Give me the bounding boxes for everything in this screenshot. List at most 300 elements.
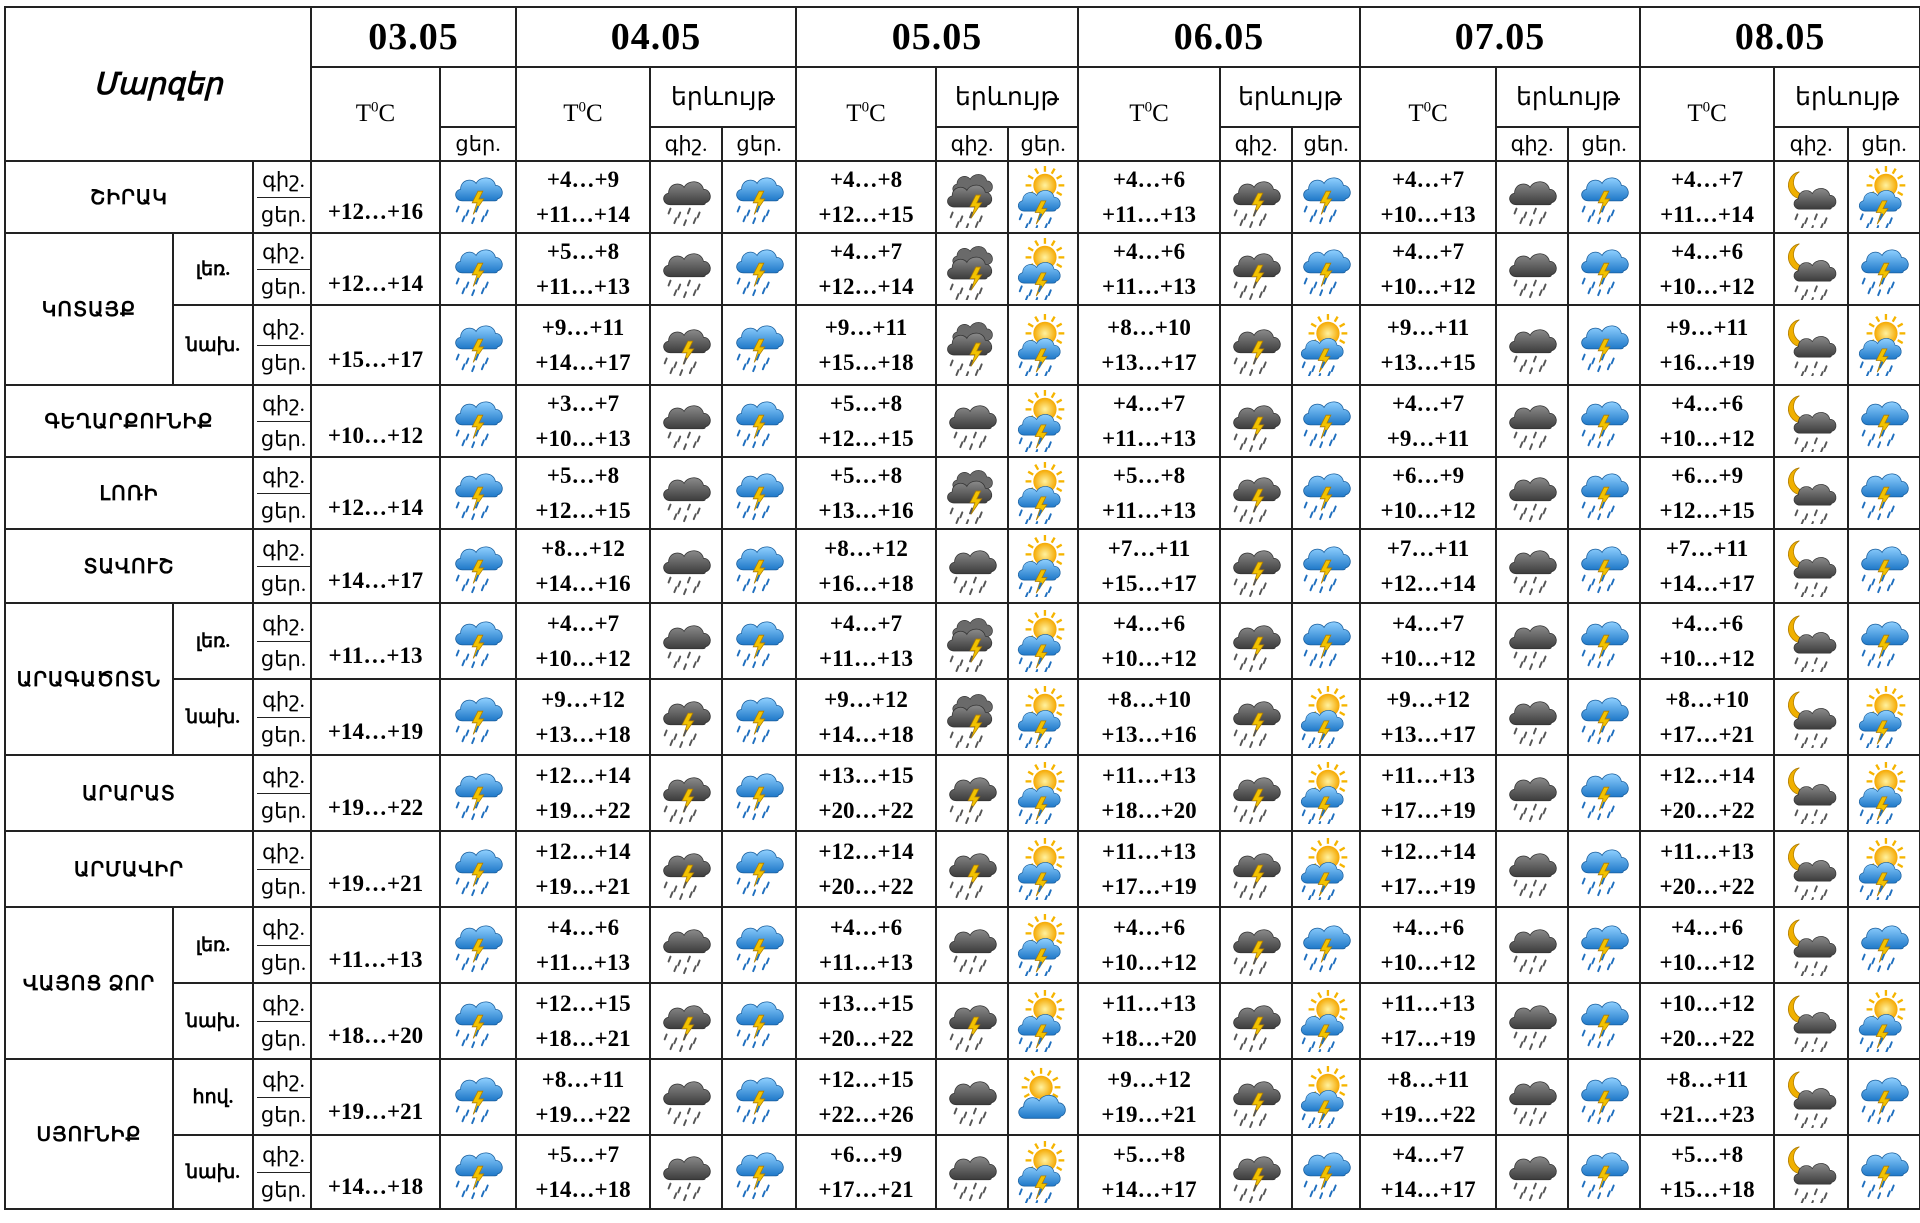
day-col-header (722, 127, 796, 161)
cloud-rain-lightning-icon (1849, 535, 1919, 597)
temp-cell (311, 679, 440, 755)
day-label: ցեր. (257, 869, 310, 904)
night-temperature: +10…+12 (1659, 991, 1755, 1016)
sun-cloud-lightning-icon (1009, 914, 1077, 976)
cloud-rain-icon (651, 1141, 721, 1203)
sun-cloud-lightning-icon (1293, 1066, 1359, 1128)
phenomenon-col-header (1220, 67, 1360, 127)
night-label: գիշ. (262, 463, 305, 488)
region-name: ԱՐԱԳԱԾՈՏՆ (16, 668, 162, 691)
temp-cell (1078, 983, 1220, 1059)
day-temperature: +11…+13 (328, 642, 423, 668)
cloud-rain-lightning-icon (723, 914, 795, 976)
day-temperature: +14…+16 (535, 571, 631, 596)
temp-cell (796, 1135, 936, 1209)
weather-icon-cell (1008, 831, 1078, 907)
day-temperature: +11…+13 (1102, 498, 1196, 523)
temp-cell (1640, 679, 1774, 755)
region-name: ԼՈՌԻ (99, 482, 159, 505)
temperature-label: $T^0C$ (1408, 99, 1448, 128)
temp-cell (1360, 983, 1496, 1059)
weather-icon-cell (440, 831, 516, 907)
day-temperature: +10…+12 (1659, 426, 1755, 451)
weather-icon-cell (650, 755, 722, 831)
weather-icon-cell (440, 1135, 516, 1209)
night-label: գիշ. (262, 239, 305, 264)
night-temperature: +4…+7 (1112, 391, 1186, 416)
day-temperature: +12…+14 (818, 274, 914, 299)
weather-icon-cell (440, 457, 516, 529)
cloud-lightning-icon (937, 990, 1007, 1052)
cloud-rain-lightning-icon (1849, 462, 1919, 524)
night-temperature: +12…+15 (818, 1067, 914, 1092)
region-name-cell (5, 907, 173, 1059)
subregion-cell (173, 305, 253, 385)
cloud-lightning-icon (1221, 462, 1291, 524)
weather-icon-cell (1292, 529, 1360, 603)
day-temperature: +19…+22 (535, 1102, 631, 1127)
cloud-lightning-icon (1221, 610, 1291, 672)
temp-col-header (1360, 67, 1496, 161)
weather-icon-cell (722, 983, 796, 1059)
sun-cloud-lightning-icon (1009, 1141, 1077, 1203)
weather-icon-cell (936, 1059, 1008, 1135)
temp-cell (1360, 1135, 1496, 1209)
night-temperature: +13…+15 (818, 991, 914, 1016)
day-temperature: +11…+13 (1102, 426, 1196, 451)
region-name: ՎԱՅՈՑ ՁՈՐ (22, 972, 156, 995)
cloud-rain-lightning-icon (1569, 610, 1639, 672)
weather-icon-cell (650, 1059, 722, 1135)
weather-icon-cell (936, 755, 1008, 831)
night-temperature: +4…+7 (1391, 391, 1465, 416)
region-row (5, 529, 1920, 603)
temp-cell (1078, 457, 1220, 529)
cloud-lightning-rain-icon (937, 610, 1007, 672)
region-row (5, 603, 1920, 679)
region-row (5, 831, 1920, 907)
night-temperature: +9…+12 (541, 687, 625, 712)
day-temperature: +19…+22 (535, 798, 631, 823)
cloud-lightning-rain-icon (937, 462, 1007, 524)
weather-icon-cell (722, 831, 796, 907)
temp-cell (796, 679, 936, 755)
temp-cell (1640, 161, 1774, 233)
region-name-cell (5, 161, 253, 233)
sun-cloud-lightning-icon (1293, 314, 1359, 376)
temp-cell (1640, 457, 1774, 529)
day-temperature: +10…+12 (1101, 950, 1197, 975)
day-temperature: +15…+18 (1659, 1177, 1755, 1202)
day-temperature: +12…+14 (327, 494, 424, 520)
cloud-rain-lightning-icon (441, 838, 515, 900)
day-temperature: +17…+21 (818, 1177, 914, 1202)
weather-icon-cell (440, 233, 516, 305)
night-temperature: +12…+15 (535, 991, 631, 1016)
cloud-rain-lightning-icon (1849, 610, 1919, 672)
night-temperature: +5…+8 (546, 463, 620, 488)
cloud-rain-lightning-icon (1569, 1141, 1639, 1203)
night-day-labels (253, 305, 311, 385)
weather-icon-cell (1496, 161, 1568, 233)
weather-icon-cell (1496, 233, 1568, 305)
cloud-rain-lightning-icon (723, 762, 795, 824)
day-temperature: +19…+21 (535, 874, 631, 899)
night-temperature: +8…+11 (541, 1067, 625, 1092)
night-label: գիշ. (262, 839, 305, 864)
weather-icon-cell (936, 907, 1008, 983)
temp-cell (1360, 457, 1496, 529)
sun-cloud-lightning-icon (1293, 990, 1359, 1052)
weather-icon-cell (1008, 1059, 1078, 1135)
cloud-rain-lightning-icon (1849, 1141, 1919, 1203)
day-temperature: +11…+13 (536, 274, 630, 299)
date-header (1360, 7, 1640, 67)
day-temperature: +10…+12 (1380, 498, 1476, 523)
cloud-lightning-icon (1221, 166, 1291, 228)
weather-icon-cell (650, 603, 722, 679)
forecast-table (4, 6, 1920, 1210)
phenomenon-col-header (1774, 67, 1920, 127)
day-label: ցեր. (455, 131, 501, 156)
weather-icon-cell (1008, 603, 1078, 679)
marz-title: Մարզեր (93, 67, 223, 101)
night-temperature: +4…+7 (829, 611, 903, 636)
night-temperature: +4…+7 (1670, 167, 1744, 192)
cloud-rain-icon (651, 914, 721, 976)
night-temperature: +5…+8 (546, 239, 620, 264)
day-temperature: +15…+17 (327, 346, 424, 372)
cloud-rain-lightning-icon (441, 535, 515, 597)
weather-icon-cell (1292, 1059, 1360, 1135)
region-row (5, 305, 1920, 385)
cloud-rain-lightning-icon (1849, 914, 1919, 976)
cloud-rain-lightning-icon (441, 238, 515, 300)
night-day-labels (253, 233, 311, 305)
weather-icon-cell (1848, 1059, 1920, 1135)
cloud-rain-lightning-icon (1293, 166, 1359, 228)
weather-icon-cell (1848, 305, 1920, 385)
weather-icon-cell (1774, 233, 1848, 305)
night-day-labels (253, 1059, 311, 1135)
cloud-rain-icon (1497, 462, 1567, 524)
day-temperature: +10…+12 (1380, 274, 1476, 299)
weather-icon-cell (1568, 603, 1640, 679)
moon-cloud-rain-icon (1775, 838, 1847, 900)
temp-cell (796, 1059, 936, 1135)
sun-cloud-lightning-icon (1009, 314, 1077, 376)
region-name-cell (5, 233, 173, 385)
temperature-label: $T^0C$ (1129, 99, 1169, 128)
day-label: ցեր. (257, 717, 310, 752)
temp-cell (796, 529, 936, 603)
day-temperature: +12…+15 (818, 202, 914, 227)
night-temperature: +5…+8 (1112, 1142, 1186, 1167)
sun-cloud-lightning-icon (1293, 762, 1359, 824)
date-label: 03.05 (368, 16, 459, 58)
night-temperature: +4…+6 (1670, 611, 1744, 636)
cloud-rain-lightning-icon (1569, 686, 1639, 748)
temp-cell (1640, 305, 1774, 385)
night-temperature: +5…+8 (1112, 463, 1186, 488)
night-temperature: +9…+11 (1665, 315, 1749, 340)
night-temperature: +4…+6 (1112, 611, 1186, 636)
cloud-rain-lightning-icon (441, 762, 515, 824)
temp-cell (311, 457, 440, 529)
temp-cell (796, 385, 936, 457)
temp-cell (796, 233, 936, 305)
sun-cloud-lightning-icon (1849, 990, 1919, 1052)
day-temperature: +20…+22 (1659, 1026, 1755, 1051)
temp-cell (311, 529, 440, 603)
cloud-lightning-icon (1221, 535, 1291, 597)
temp-cell (311, 305, 440, 385)
weather-icon-cell (1008, 233, 1078, 305)
temp-cell (1360, 603, 1496, 679)
temp-cell (1360, 529, 1496, 603)
cloud-lightning-icon (651, 990, 721, 1052)
cloud-rain-lightning-icon (1849, 1066, 1919, 1128)
cloud-rain-lightning-icon (1293, 914, 1359, 976)
day-temperature: +11…+14 (536, 202, 630, 227)
region-row (5, 983, 1920, 1059)
day-col-header (1008, 127, 1078, 161)
night-temperature: +8…+10 (1107, 687, 1191, 712)
region-name: ԱՐԱՐԱՏ (82, 782, 176, 805)
weather-icon-cell (1568, 161, 1640, 233)
day-temperature: +20…+22 (1659, 874, 1755, 899)
night-temperature: +6…+9 (829, 1142, 903, 1167)
day-col-header (1848, 127, 1920, 161)
day-label: ցեր. (257, 1172, 310, 1207)
sun-cloud-lightning-icon (1009, 462, 1077, 524)
night-day-labels (253, 161, 311, 233)
temp-col-header (311, 67, 440, 161)
night-temperature: +5…+8 (1670, 1142, 1744, 1167)
day-temperature: +10…+12 (1380, 646, 1476, 671)
day-temperature: +13…+17 (1380, 722, 1476, 747)
night-temperature: +4…+6 (829, 915, 903, 940)
cloud-rain-lightning-icon (441, 1066, 515, 1128)
cloud-lightning-icon (1221, 238, 1291, 300)
moon-cloud-rain-icon (1775, 686, 1847, 748)
date-header (516, 7, 796, 67)
cloud-rain-lightning-icon (723, 1066, 795, 1128)
temp-cell (311, 161, 440, 233)
cloud-rain-lightning-icon (441, 686, 515, 748)
day-temperature: +14…+17 (1380, 1177, 1476, 1202)
temperature-label: $T^0C$ (355, 99, 396, 128)
weather-icon-cell (1220, 457, 1292, 529)
weather-icon-cell (1774, 1135, 1848, 1209)
temp-cell (1360, 907, 1496, 983)
cloud-rain-lightning-icon (723, 838, 795, 900)
cloud-lightning-icon (651, 686, 721, 748)
region-name: ՏԱՎՈՒՇ (83, 555, 175, 578)
date-label: 04.05 (610, 16, 702, 58)
weather-icon-cell (1008, 529, 1078, 603)
cloud-lightning-rain-icon (937, 238, 1007, 300)
cloud-rain-icon (1497, 762, 1567, 824)
day-temperature: +14…+17 (535, 350, 631, 375)
temp-cell (796, 161, 936, 233)
cloud-rain-lightning-icon (1569, 462, 1639, 524)
temperature-label: $T^0C$ (1687, 99, 1727, 128)
night-temperature: +4…+9 (546, 167, 620, 192)
temp-cell (516, 755, 650, 831)
moon-cloud-rain-icon (1775, 1066, 1847, 1128)
region-row (5, 1135, 1920, 1209)
weather-icon-cell (1008, 755, 1078, 831)
weather-icon-cell (1008, 679, 1078, 755)
cloud-rain-lightning-icon (723, 462, 795, 524)
cloud-lightning-icon (1221, 314, 1291, 376)
day-temperature: +20…+22 (818, 798, 914, 823)
temp-cell (1078, 907, 1220, 983)
region-name: ԿՈՏԱՅՔ (41, 298, 137, 321)
night-temperature: +9…+11 (824, 315, 908, 340)
day-temperature: +17…+21 (1659, 722, 1755, 747)
weather-icon-cell (1292, 831, 1360, 907)
weather-icon-cell (1848, 385, 1920, 457)
night-temperature: +4…+6 (1112, 915, 1186, 940)
date-header (311, 7, 516, 67)
day-temperature: +10…+13 (535, 426, 631, 451)
moon-cloud-rain-icon (1775, 762, 1847, 824)
weather-icon-cell (1292, 1135, 1360, 1209)
weather-icon-cell (936, 603, 1008, 679)
weather-icon-cell (1220, 679, 1292, 755)
cloud-lightning-icon (1221, 1141, 1291, 1203)
cloud-rain-lightning-icon (1569, 166, 1639, 228)
weather-icon-cell (1220, 529, 1292, 603)
cloud-lightning-icon (1221, 390, 1291, 452)
temperature-label: $T^0C$ (846, 99, 886, 128)
day-temperature: +10…+12 (1659, 274, 1755, 299)
night-day-labels (253, 983, 311, 1059)
day-temperature: +14…+17 (1101, 1177, 1197, 1202)
day-col-header (1568, 127, 1640, 161)
temp-cell (1078, 1135, 1220, 1209)
temp-cell (1078, 233, 1220, 305)
cloud-rain-lightning-icon (1293, 1141, 1359, 1203)
weather-icon-cell (722, 305, 796, 385)
day-temperature: +19…+21 (327, 870, 424, 896)
cloud-rain-lightning-icon (441, 1141, 515, 1203)
night-temperature: +13…+15 (818, 763, 914, 788)
night-day-labels (253, 679, 311, 755)
temp-cell (1360, 305, 1496, 385)
moon-cloud-rain-icon (1775, 610, 1847, 672)
temp-cell (1360, 1059, 1496, 1135)
weather-icon-cell (1848, 233, 1920, 305)
day-temperature: +19…+22 (327, 794, 424, 820)
temp-cell (796, 907, 936, 983)
weather-icon-cell (440, 755, 516, 831)
weather-icon-cell (1220, 161, 1292, 233)
weather-icon-cell (1568, 983, 1640, 1059)
weather-icon-cell (1220, 1059, 1292, 1135)
cloud-rain-lightning-icon (1569, 535, 1639, 597)
phenomenon-col-header (440, 67, 516, 127)
temp-cell (796, 603, 936, 679)
night-temperature: +4…+7 (829, 239, 903, 264)
day-temperature: +12…+15 (1659, 498, 1755, 523)
temp-cell (1078, 305, 1220, 385)
weather-icon-cell (722, 161, 796, 233)
night-temperature: +8…+12 (824, 536, 908, 561)
temp-cell (311, 1059, 440, 1135)
night-temperature: +11…+13 (1660, 839, 1755, 864)
weather-icon-cell (1292, 983, 1360, 1059)
weather-icon-cell (936, 385, 1008, 457)
temp-cell (1360, 385, 1496, 457)
night-col-header (1774, 127, 1848, 161)
cloud-rain-icon (651, 462, 721, 524)
weather-icon-cell (1008, 907, 1078, 983)
temp-cell (516, 1135, 650, 1209)
date-label: 08.05 (1734, 16, 1826, 58)
temp-cell (1640, 529, 1774, 603)
cloud-rain-lightning-icon (723, 1141, 795, 1203)
weather-icon-cell (1568, 907, 1640, 983)
temp-cell (516, 233, 650, 305)
day-temperature: +11…+13 (819, 646, 913, 671)
subregion-cell (173, 679, 253, 755)
subregion-label: լեռ. (195, 630, 231, 652)
weather-icon-cell (440, 385, 516, 457)
day-temperature: +11…+14 (1660, 202, 1755, 227)
date-label: 05.05 (891, 16, 983, 58)
weather-icon-cell (1568, 755, 1640, 831)
day-label: ցեր. (1581, 131, 1627, 156)
weather-icon-cell (650, 983, 722, 1059)
moon-cloud-rain-icon (1775, 914, 1847, 976)
cloud-lightning-rain-icon (937, 314, 1007, 376)
temp-col-header (1640, 67, 1774, 161)
weather-icon-cell (1568, 457, 1640, 529)
temp-cell (796, 831, 936, 907)
weather-icon-cell (1220, 1135, 1292, 1209)
region-name: ՍՅՈՒՆԻՔ (36, 1123, 142, 1146)
weather-icon-cell (1568, 385, 1640, 457)
subregion-cell (173, 983, 253, 1059)
cloud-rain-lightning-icon (723, 166, 795, 228)
day-temperature: +15…+17 (1101, 571, 1197, 596)
night-temperature: +4…+6 (1670, 239, 1744, 264)
night-col-header (936, 127, 1008, 161)
day-temperature: +21…+23 (1659, 1102, 1755, 1127)
day-temperature: +10…+12 (1380, 950, 1476, 975)
moon-cloud-rain-icon (1775, 535, 1847, 597)
night-label: գիշ. (262, 1067, 305, 1092)
weather-icon-cell (936, 457, 1008, 529)
sun-cloud-lightning-icon (1849, 686, 1919, 748)
temp-cell (516, 385, 650, 457)
weather-icon-cell (650, 529, 722, 603)
cloud-rain-icon (1497, 686, 1567, 748)
temp-cell (516, 679, 650, 755)
temp-cell (516, 161, 650, 233)
night-label: գիշ. (262, 1142, 305, 1167)
day-temperature: +20…+22 (1659, 798, 1755, 823)
weather-icon-cell (1220, 603, 1292, 679)
day-temperature: +13…+16 (818, 498, 914, 523)
phenomenon-label: երևույթ (1238, 84, 1342, 111)
sun-cloud-lightning-icon (1849, 166, 1919, 228)
night-temperature: +8…+12 (541, 536, 625, 561)
weather-icon-cell (1568, 679, 1640, 755)
